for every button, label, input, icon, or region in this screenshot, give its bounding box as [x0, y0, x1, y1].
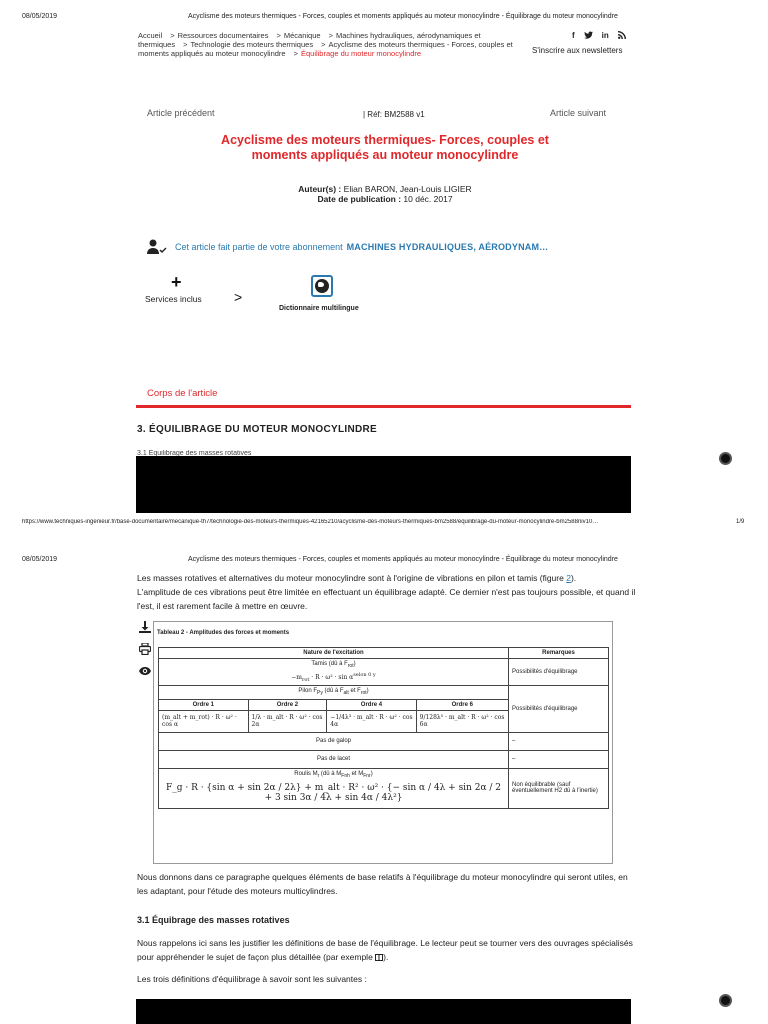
roulis-formula: F_g · R · {sin α + sin 2α / 2λ} + m_alt · R² · ω² · {− sin α / 4λ + sin 2α / 2 + 3 sin 3α / 4λ + sin 4α / 4λ²}	[165, 782, 502, 803]
roulis-sub3: Fnr	[363, 772, 371, 779]
authors-value: Elian BARON, Jean-Louis LIGIER	[343, 184, 472, 194]
section-heading: 3. ÉQUILIBRAGE DU MOTEUR MONOCYLINDRE	[137, 424, 377, 435]
redacted-block-2	[136, 999, 631, 1024]
intro-text-2: L'amplitude de ces vibrations peut être limitée en effectuant un équilibrage adapté. Ce dernier n'est pas toujours possible, et quand il l'est, il est rarement facile à mettre en œuvre.	[137, 587, 636, 611]
tamis-cell: Tamis (dû à $F_{rot}$) $-m_{rot} \cdot R \cdot \omega^2 \cdot \sin \alpha^{selon 0 y}$	[159, 659, 509, 686]
pilon-remark: Possibilités d'équilibrage	[509, 686, 609, 732]
subsection-heading: 3.1 Équibrage des masses rotatives	[137, 915, 290, 925]
galop-cell: Pas de galop	[159, 732, 509, 750]
lacet-remark: –	[509, 750, 609, 768]
breadcrumb-separator: >	[170, 31, 175, 40]
breadcrumb-separator: >	[276, 31, 281, 40]
intro-text-end: ).	[570, 573, 577, 583]
table-caption: Tableau 2 - Amplitudes des forces et moments	[157, 630, 290, 636]
breadcrumb-item-technologie[interactable]: Technologie des moteurs thermiques	[190, 40, 314, 49]
table-row	[159, 686, 609, 699]
chevron-right-icon[interactable]: >	[234, 289, 243, 305]
definitions-paragraph	[137, 936, 637, 964]
globe-icon	[315, 279, 329, 293]
order-1-formula: (m_alt + m_rot) · R · ω² · cos α	[159, 710, 249, 732]
breadcrumb-separator: >	[183, 40, 188, 49]
authors-label: Auteur(s) :	[298, 184, 342, 194]
print-date: 08/05/2019	[22, 13, 58, 20]
print-date-2: 08/05/2019	[22, 556, 58, 563]
pilon-rest: (dû à F	[322, 688, 344, 695]
tab-article-body[interactable]: Corps de l'article	[147, 388, 218, 399]
forces-table	[158, 647, 609, 809]
pilon-cell	[159, 686, 509, 699]
breadcrumb-item-mecanique[interactable]: Mécanique	[283, 31, 321, 40]
scroll-dot-icon-2[interactable]	[719, 994, 732, 1007]
subscription-notice	[147, 239, 548, 255]
roulis-rest: (dû à M	[319, 770, 342, 777]
article-reference: | Réf: BM2588 v1	[363, 110, 425, 119]
pilon-label: Pilon F	[298, 688, 317, 695]
header-remarks: Remarques	[509, 648, 609, 659]
roulis-sub2: Fnh	[341, 772, 350, 779]
newsletter-link[interactable]: S'inscrire aux newsletters	[532, 46, 623, 55]
table-row	[159, 732, 609, 750]
order-1-header: Ordre 1	[159, 699, 249, 710]
publication-label: Date de publication :	[317, 194, 402, 204]
table-row	[159, 659, 609, 686]
pilon-sub: Py	[317, 690, 323, 697]
linkedin-icon[interactable]: in	[601, 31, 609, 40]
next-article-link[interactable]: Article suivant	[550, 108, 607, 118]
pilon-close: )	[366, 688, 369, 695]
redacted-block	[136, 456, 631, 513]
book-icon[interactable]	[375, 954, 383, 961]
galop-remark: –	[509, 732, 609, 750]
pilon-sub3: rot	[360, 690, 367, 697]
facebook-icon[interactable]: f	[572, 31, 575, 40]
table-row	[159, 750, 609, 768]
tamis-formula-sup: selon 0 y	[353, 672, 376, 679]
table-row	[159, 768, 609, 808]
breadcrumb-item-ressources[interactable]: Ressources documentaires	[177, 31, 269, 40]
services-included-label[interactable]: Services inclus	[145, 294, 202, 304]
user-check-icon	[147, 239, 169, 255]
breadcrumb-current: Équilibrage du moteur monocylindre	[300, 49, 422, 58]
roulis-remark: Non équilibrable (sauf éventuellement H2 dû à l'inertie)	[509, 768, 609, 808]
scroll-dot-icon[interactable]	[719, 452, 732, 465]
order-2-formula: 1/λ · m_alt · R · ω² · cos 2α	[248, 710, 327, 732]
page-number: 1/9	[736, 519, 745, 525]
order-2-header: Ordre 2	[248, 699, 327, 710]
publication-date: 10 déc. 2017	[403, 194, 453, 204]
print-url: https://www.techniques-ingenieur.fr/base-documentaire/mecanique-th7/technologie-des-moteurs-thermiques-42165210/acyclisme-des-moteurs-thermiques-bm2588/equilibrage-du-moteur-monocylindre-bm2588niv10…	[22, 519, 599, 525]
rss-icon[interactable]	[618, 31, 626, 39]
table-container	[153, 621, 613, 864]
tab-underline	[136, 405, 631, 408]
tamis-formula: −m	[291, 674, 302, 682]
breadcrumb-item-acyclisme[interactable]: Acyclisme des moteurs thermiques - Forces, couples et moments appliqués au moteur monocylindre	[138, 40, 513, 58]
tamis-remark: Possibilités d'équilibrage	[509, 659, 609, 686]
eye-icon[interactable]	[139, 665, 151, 677]
definitions-text-end: ).	[383, 952, 389, 962]
intro-text: Les masses rotatives et alternatives du moteur monocylindre sont à l'origine de vibrations en pilon et tamis (figure	[137, 573, 567, 583]
order-4-header: Ordre 4	[327, 699, 416, 710]
plus-icon[interactable]: +	[171, 272, 182, 292]
roulis-sub: r	[317, 772, 320, 779]
tamis-formula-sub: rot	[301, 677, 310, 684]
breadcrumb-separator: >	[321, 40, 326, 49]
order-6-header: Ordre 6	[416, 699, 508, 710]
subscription-name[interactable]: MACHINES HYDRAULIQUES, AÉRODYNAM…	[346, 242, 549, 252]
three-definitions-paragraph: Les trois définitions d'équilibrage à savoir sont les suivantes :	[137, 974, 367, 984]
breadcrumb-item-machines[interactable]: Machines hydrauliques, aérodynamiques et thermiques	[138, 31, 481, 49]
print-icon[interactable]	[139, 643, 151, 655]
order-6-formula: 9/128λ⁵ · m_alt · R · ω² · cos 6α	[416, 710, 508, 732]
tamis-label: Tamis (dû à F	[311, 661, 348, 667]
tamis-formula-rest: · R · ω² · sin α	[309, 674, 354, 682]
subscription-text: Cet article fait partie de votre abonnement	[175, 242, 343, 252]
header-nature: Nature de l'excitation	[159, 648, 509, 659]
download-icon[interactable]	[139, 621, 151, 633]
social-links	[572, 31, 626, 40]
lacet-cell: Pas de lacet	[159, 750, 509, 768]
article-title: Acyclisme des moteurs thermiques- Forces, couples et moments appliqués au moteur monocylindre	[221, 133, 549, 162]
previous-article-link[interactable]: Article précédent	[147, 108, 215, 118]
roulis-close: )	[370, 770, 373, 777]
breadcrumb-item-accueil[interactable]: Accueil	[138, 31, 163, 40]
roulis-cell	[159, 768, 509, 808]
print-title: Acyclisme des moteurs thermiques - Forces, couples et moments appliqués au moteur monocylindre - Équilibrage du moteur monocylindre	[188, 13, 618, 20]
tamis-sub: rot	[347, 663, 354, 670]
table-header-row	[159, 648, 609, 659]
definitions-text: Nous rappelons ici sans les justifier les définitions de base de l'équilibrage. Le lecteur peut se tourner vers des ouvrages spécialisés pour appréhender le sujet de façon plus détaillée (par exemple	[137, 938, 633, 962]
intro-paragraph	[137, 571, 637, 613]
roulis-et: et M	[349, 770, 364, 777]
pilon-et: et F	[348, 688, 361, 695]
pilon-sub2: alt	[343, 690, 349, 697]
twitter-icon[interactable]	[584, 31, 593, 39]
print-title-2: Acyclisme des moteurs thermiques - Forces, couples et moments appliqués au moteur monocylindre - Équilibrage du moteur monocylindre	[188, 556, 618, 563]
section-subheading: 3.1 Équilibrage des masses rotatives	[137, 450, 252, 456]
base-paragraph: Nous donnons dans ce paragraphe quelques éléments de base relatifs à l'équilibrage du moteur monocylindre qui seront utiles, en les adaptant, pour l'étude des moteurs multicylindres.	[137, 872, 628, 896]
roulis-label: Roulis M	[294, 770, 318, 777]
dictionary-label[interactable]: Dictionnaire multilingue	[279, 305, 359, 312]
article-meta	[200, 184, 570, 204]
breadcrumb	[138, 31, 518, 58]
breadcrumb-separator: >	[293, 49, 298, 58]
dictionary-button[interactable]	[311, 275, 333, 297]
order-4-formula: −1/4λ³ · m_alt · R · ω² · cos 4α	[327, 710, 416, 732]
breadcrumb-separator: >	[328, 31, 333, 40]
figure-link[interactable]: 2	[566, 573, 571, 583]
